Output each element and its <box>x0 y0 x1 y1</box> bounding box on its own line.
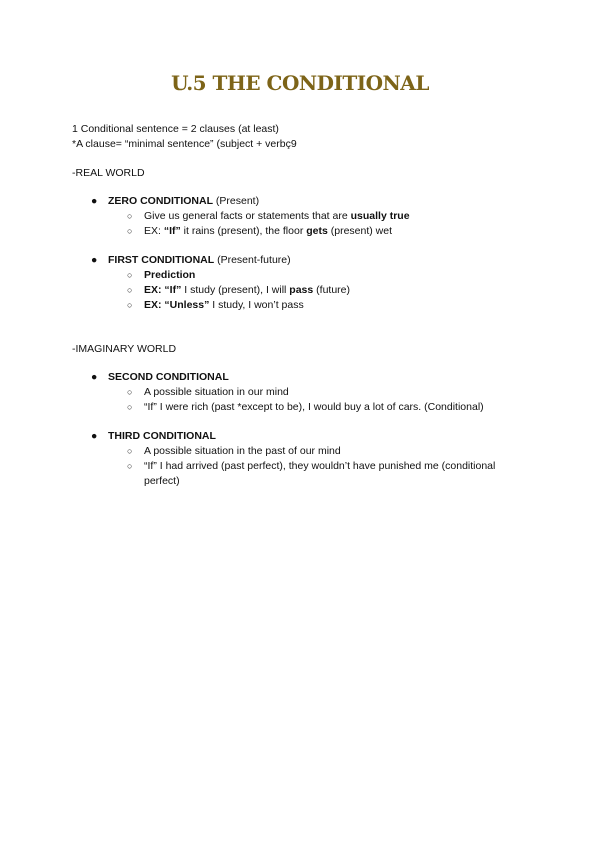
bullet-circle-icon: ○ <box>127 402 133 412</box>
section-heading-real-world: -REAL WORLD <box>72 167 145 179</box>
bullet-disc-icon: ● <box>91 371 98 383</box>
zero-item2-text-e: (present) wet <box>327 225 393 237</box>
bullet-circle-icon: ○ <box>127 461 133 471</box>
intro-line-1: 1 Conditional sentence = 2 clauses (at least) <box>72 123 279 135</box>
bullet-circle-icon: ○ <box>127 226 133 236</box>
first-item3-text-b: I study, I won’t pass <box>209 299 304 311</box>
sub-item-second-2 <box>127 400 484 415</box>
list-item-zero-conditional <box>91 194 260 209</box>
first-conditional-name: FIRST CONDITIONAL <box>108 254 215 266</box>
bullet-circle-icon: ○ <box>127 300 133 310</box>
zero-item2-bold-gets: gets <box>306 225 328 237</box>
sub-item-first-1 <box>127 268 196 283</box>
sub-item-first-2 <box>127 283 350 298</box>
sub-item-zero-2 <box>127 224 393 239</box>
bullet-disc-icon: ● <box>91 254 98 266</box>
sub-item-third-1 <box>127 444 341 459</box>
second-conditional-name: SECOND CONDITIONAL <box>108 371 229 383</box>
first-item3-bold-ex: EX: “Unless” <box>144 299 210 311</box>
bullet-circle-icon: ○ <box>127 211 133 221</box>
sub-item-first-3 <box>127 298 304 313</box>
bullet-disc-icon: ● <box>91 195 98 207</box>
third-item2-text: “If” I had arrived (past perfect), they wouldn’t have punished me (conditional perfect) <box>144 460 496 487</box>
first-item2-bold-ex: EX: “If” <box>144 284 182 296</box>
first-item2-text-d: (future) <box>313 284 350 296</box>
first-item2-bold-pass: pass <box>289 284 314 296</box>
zero-conditional-tense: (Present) <box>213 195 260 207</box>
zero-item1-bold: usually true <box>350 210 410 222</box>
third-item1-text: A possible situation in the past of our mind <box>144 445 341 457</box>
section-heading-imaginary-world: -IMAGINARY WORLD <box>72 343 177 355</box>
bullet-circle-icon: ○ <box>127 270 133 280</box>
list-item-second-conditional <box>91 370 229 385</box>
sub-item-second-1 <box>127 385 289 400</box>
list-item-first-conditional <box>91 253 291 268</box>
intro-line-2: *A clause= “minimal sentence” (subject + verbç9 <box>72 138 297 150</box>
zero-item2-text-c: it rains (present), the floor <box>180 225 307 237</box>
second-item1-text: A possible situation in our mind <box>144 386 289 398</box>
zero-item2-bold-if: “If” <box>163 225 181 237</box>
document-title: U.5 THE CONDITIONAL <box>171 71 429 95</box>
bullet-circle-icon: ○ <box>127 446 133 456</box>
sub-item-zero-1 <box>127 209 410 224</box>
sub-item-third-2 <box>127 459 524 489</box>
bullet-circle-icon: ○ <box>127 387 133 397</box>
zero-conditional-name: ZERO CONDITIONAL <box>108 195 213 207</box>
list-item-third-conditional <box>91 429 216 444</box>
zero-item1-text: Give us general facts or statements that are <box>144 210 351 222</box>
third-conditional-name: THIRD CONDITIONAL <box>108 430 216 442</box>
first-item2-text-b: I study (present), I will <box>181 284 290 296</box>
zero-item2-text-a: EX: <box>144 225 164 237</box>
bullet-disc-icon: ● <box>91 430 98 442</box>
first-item1-bold: Prediction <box>144 269 196 281</box>
first-conditional-tense: (Present-future) <box>214 254 291 266</box>
second-item2-text: “If” I were rich (past *except to be), I would buy a lot of cars. (Conditional) <box>144 401 484 413</box>
bullet-circle-icon: ○ <box>127 285 133 295</box>
